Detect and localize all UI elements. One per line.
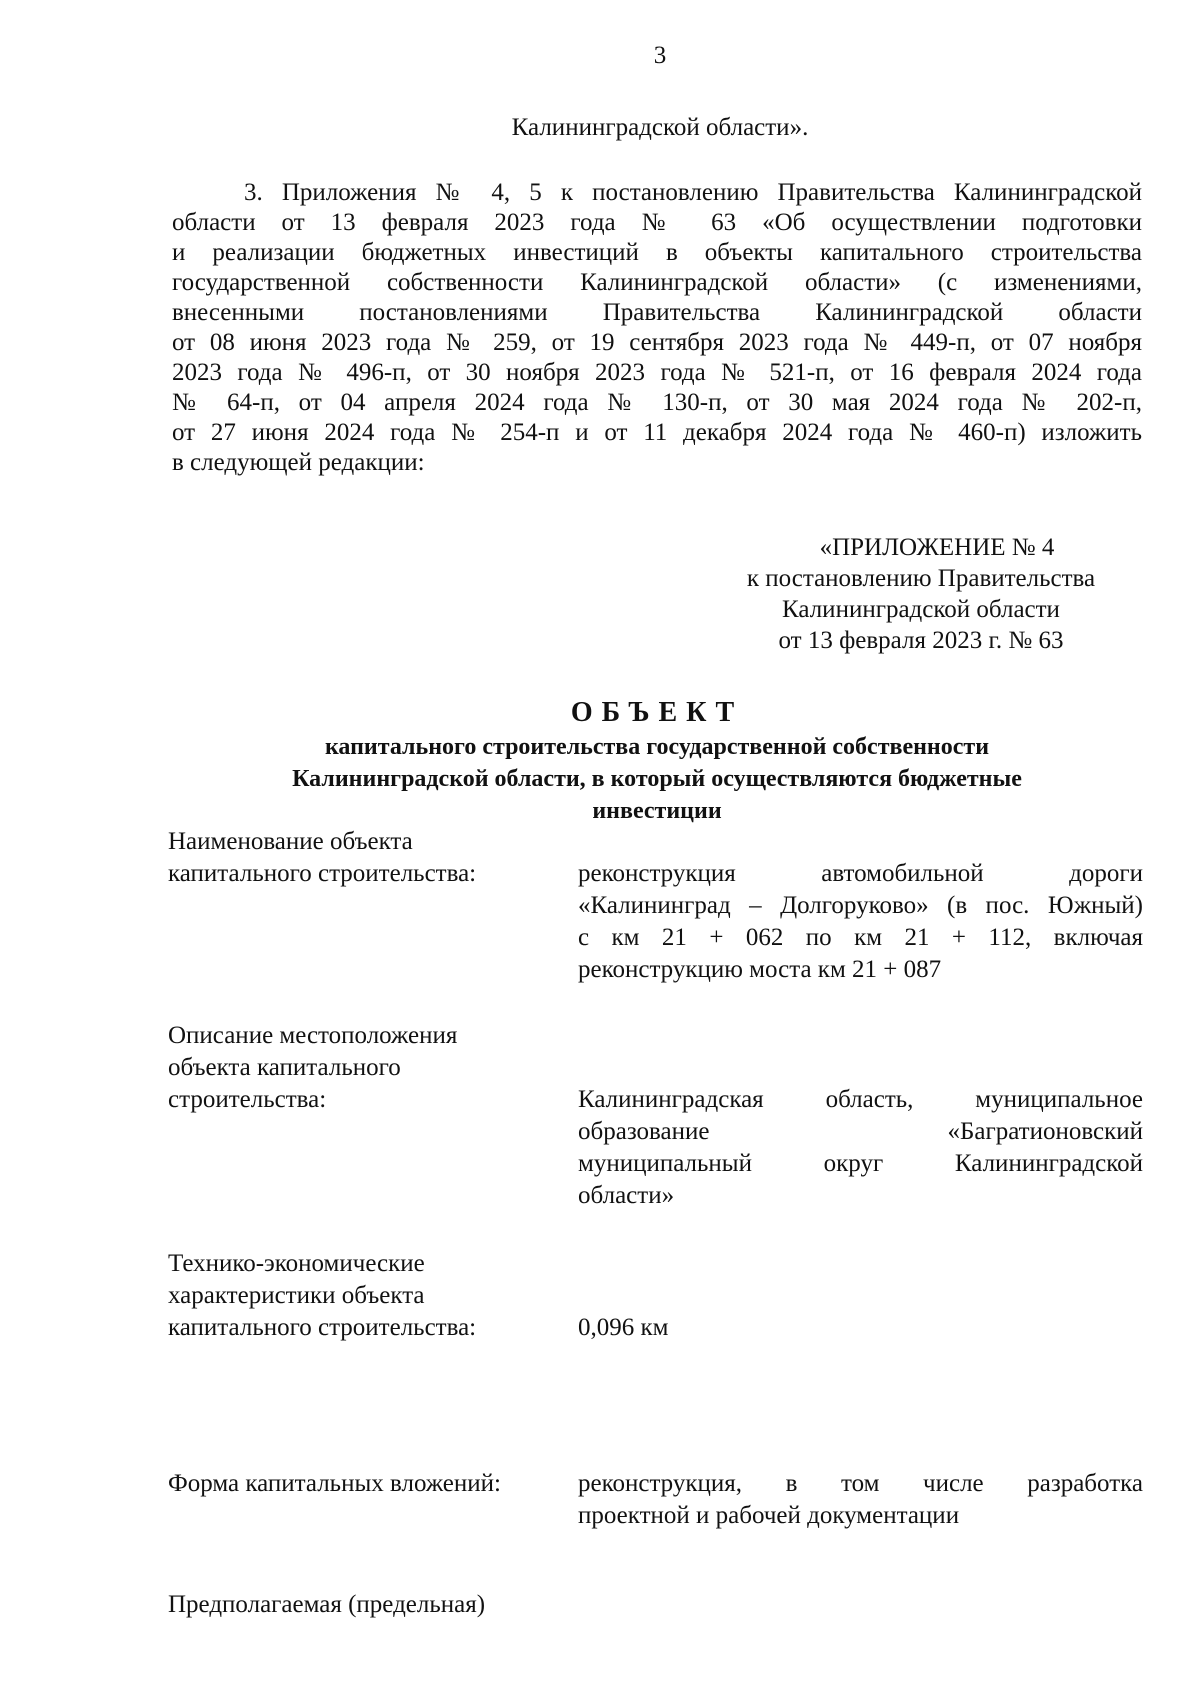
- field-value-line: реконструкция автомобильной дороги: [578, 860, 1143, 887]
- paragraph-line: от 27 июня 2024 года № 254-п и от 11 декабря 2024 года № 460-п) изложить: [172, 419, 1142, 446]
- field-label-line: Форма капитальных вложений:: [168, 1470, 501, 1497]
- paragraph-line: государственной собственности Калининградской области» (с изменениями,: [172, 269, 1142, 296]
- appendix-header: [700, 532, 1142, 656]
- field-label-line: строительства:: [168, 1086, 327, 1113]
- object-subtitle-line: Калининградской области, в который осуществляются бюджетные: [292, 766, 1022, 792]
- main-paragraph: [172, 178, 1142, 478]
- paragraph-line: 3. Приложения № 4, 5 к постановлению Правительства Калининградской: [244, 179, 1142, 206]
- field-label-line: капитального строительства:: [168, 1314, 477, 1341]
- field-label-line: капитального строительства:: [168, 860, 477, 887]
- field-label-line: объекта капитального: [168, 1054, 401, 1081]
- field-value-line: с км 21 + 062 по км 21 + 112, включая: [578, 924, 1143, 951]
- paragraph-line: внесенными постановлениями Правительства Калининградской области: [172, 299, 1142, 326]
- appendix-line: от 13 февраля 2023 г. № 63: [778, 627, 1064, 654]
- field-label-line: Предполагаемая (предельная): [168, 1591, 486, 1618]
- field-value: [578, 858, 1143, 986]
- field-value-line: Калининградская область, муниципальное: [578, 1086, 1143, 1113]
- field-value-line: муниципальный округ Калининградской: [578, 1150, 1143, 1177]
- field-value-line: области»: [578, 1182, 675, 1209]
- object-subtitle-line: капитального строительства государственной собственности: [324, 734, 990, 760]
- field-value-line: образование «Багратионовский: [578, 1118, 1143, 1145]
- paragraph-line: и реализации бюджетных инвестиций в объекты капитального строительства: [172, 239, 1142, 266]
- field-label: [168, 1468, 558, 1500]
- field-label: [168, 1589, 558, 1621]
- field-value-line: реконструкция, в том числе разработка: [578, 1470, 1143, 1497]
- field-value: [578, 1084, 1143, 1212]
- field-value-line: 0,096 км: [578, 1314, 669, 1341]
- paragraph-line: от 08 июня 2023 года № 259, от 19 сентября 2023 года № 449-п, от 07 ноября: [172, 329, 1142, 356]
- field-label-line: характеристики объекта: [168, 1282, 425, 1309]
- paragraph-line: 2023 года № 496-п, от 30 ноября 2023 года № 521-п, от 16 февраля 2024 года: [172, 359, 1142, 386]
- object-title: [172, 695, 1142, 827]
- appendix-title: «ПРИЛОЖЕНИЕ № 4: [819, 534, 1055, 561]
- field-value-line: «Калининград – Долгоруково» (в пос. Южный): [578, 892, 1143, 919]
- field-value-line: проектной и рабочей документации: [578, 1502, 960, 1529]
- field-label-line: Описание местоположения: [168, 1022, 458, 1049]
- paragraph-line: области от 13 февраля 2023 года № 63 «Об осуществлении подготовки: [172, 209, 1142, 236]
- field-label: [168, 1020, 558, 1116]
- object-subtitle-line: инвестиции: [592, 798, 722, 824]
- field-label-line: Наименование объекта: [168, 828, 413, 855]
- page-number: 3: [653, 42, 667, 69]
- object-heading: ОБЪЕКТ: [570, 697, 744, 728]
- appendix-line: Калининградской области: [782, 596, 1060, 623]
- field-label: [168, 1248, 558, 1344]
- intro-line: Калининградской области».: [511, 114, 809, 141]
- appendix-line: к постановлению Правительства: [746, 565, 1096, 592]
- paragraph-line: № 64-п, от 04 апреля 2024 года № 130-п, от 30 мая 2024 года № 202-п,: [172, 389, 1142, 416]
- field-value: [578, 1468, 1143, 1532]
- field-label: [168, 826, 558, 890]
- paragraph-line: в следующей редакции:: [172, 449, 425, 476]
- field-value-line: реконструкцию моста км 21 + 087: [578, 956, 942, 983]
- field-value: [578, 1312, 1143, 1344]
- field-label-line: Технико-экономические: [168, 1250, 425, 1277]
